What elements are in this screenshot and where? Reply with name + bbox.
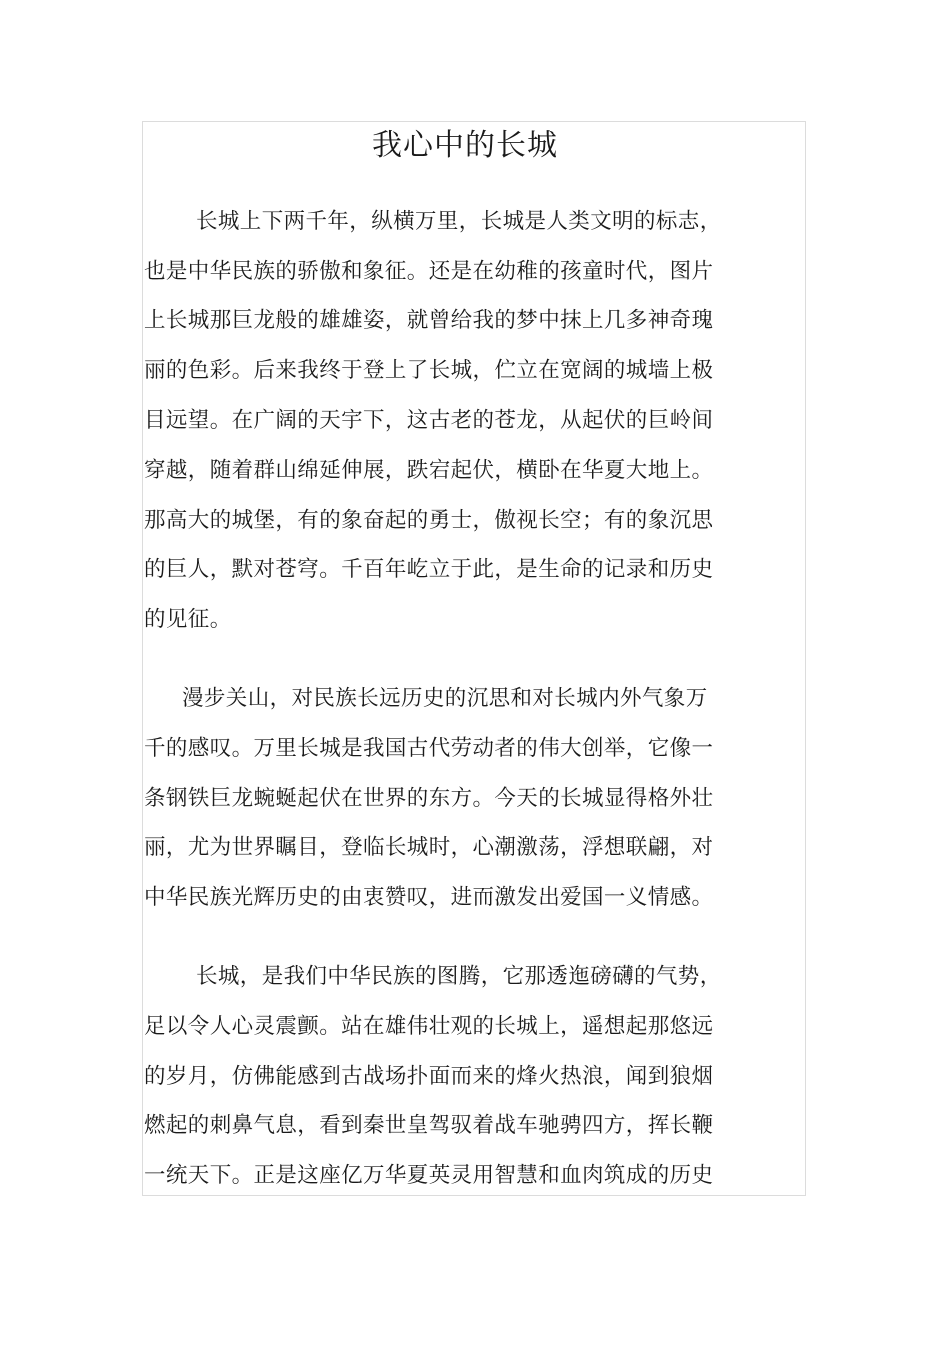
paragraph-line: 条钢铁巨龙蜿蜒起伏在世界的东方。今天的长城显得格外壮 [144, 786, 714, 811]
document-title [0, 124, 950, 168]
paragraph-line: 穿越，随着群山绵延伸展，跌宕起伏，横卧在华夏大地上。 [144, 458, 714, 483]
paragraph-line: 燃起的刺鼻气息，看到秦世皇驾驭着战车驰骋四方，挥长鞭 [144, 1113, 714, 1138]
paragraph-line: 上长城那巨龙般的雄雄姿，就曾给我的梦中抹上几多神奇瑰 [144, 308, 714, 333]
paragraph-line: 目远望。在广阔的天宇下，这古老的苍龙，从起伏的巨岭间 [144, 408, 714, 433]
paragraph-line: 长城，是我们中华民族的图腾，它那透迤磅礴的气势， [196, 964, 722, 989]
paragraph-line: 也是中华民族的骄傲和象征。还是在幼稚的孩童时代，图片 [144, 259, 714, 284]
paragraph-line: 丽的色彩。后来我终于登上了长城，伫立在宽阔的城墙上极 [144, 358, 714, 383]
document-title-text: 我心中的长城 [372, 128, 558, 163]
paragraph-line: 的巨人，默对苍穹。千百年屹立于此，是生命的记录和历史 [144, 557, 714, 582]
paragraph-line: 千的感叹。万里长城是我国古代劳动者的伟大创举，它像一 [144, 736, 714, 761]
paragraph-line: 的岁月，仿佛能感到古战场扑面而来的烽火热浪，闻到狼烟 [144, 1064, 714, 1089]
paragraph-line: 长城上下两千年，纵横万里，长城是人类文明的标志， [196, 209, 722, 234]
paragraph-line: 漫步关山，对民族长远历史的沉思和对长城内外气象万 [182, 686, 708, 711]
paragraph-line: 丽，尤为世界瞩目，登临长城时，心潮激荡，浮想联翩，对 [144, 835, 714, 860]
paragraph-line: 那高大的城堡，有的象奋起的勇士，傲视长空；有的象沉思 [144, 508, 714, 533]
paragraph-line: 一统天下。正是这座亿万华夏英灵用智慧和血肉筑成的历史 [144, 1163, 714, 1188]
paragraph-line: 中华民族光辉历史的由衷赞叹，进而激发出爱国一义情感。 [144, 885, 714, 910]
paragraph-line: 足以令人心灵震颤。站在雄伟壮观的长城上，遥想起那悠远 [144, 1014, 714, 1039]
paragraph-line: 的见征。 [144, 607, 232, 632]
